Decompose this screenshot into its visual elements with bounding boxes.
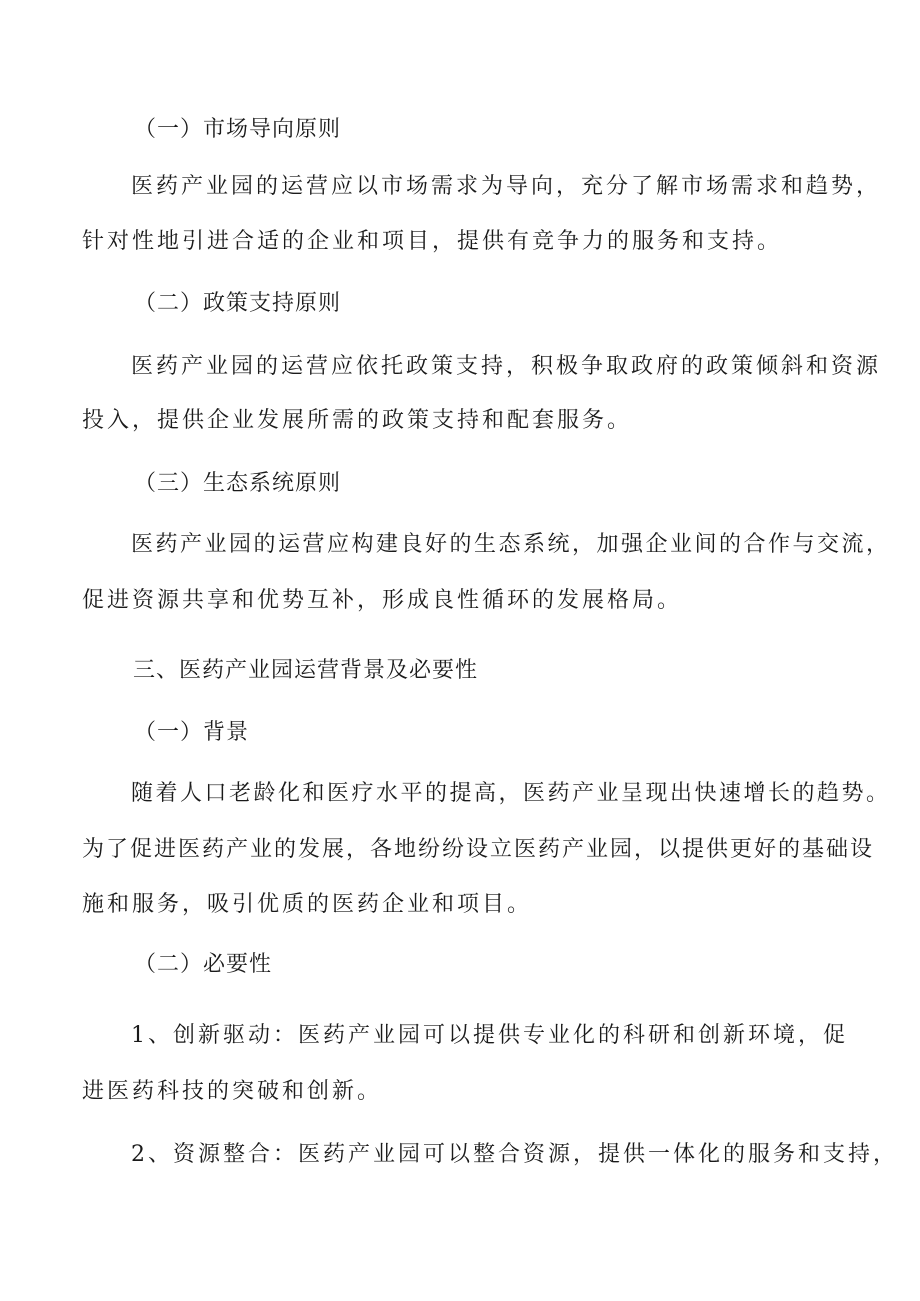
- list-item-line: 1、创新驱动：医药产业园可以提供专业化的科研和创新环境，促: [131, 1023, 848, 1048]
- heading-market-oriented: （一）市场导向原则: [134, 117, 342, 142]
- paragraph-line: 施和服务，吸引优质的医药企业和项目。: [82, 892, 533, 917]
- list-item-line: 进医药科技的突破和创新。: [82, 1079, 383, 1104]
- heading-necessity: （二）必要性: [134, 952, 273, 977]
- list-item-line: 2、资源整合：医药产业园可以整合资源，提供一体化的服务和支持，: [131, 1142, 898, 1167]
- paragraph-line: 促进资源共享和优势互补，形成良性循环的发展格局。: [82, 588, 683, 613]
- paragraph-line: 医药产业园的运营应依托政策支持，积极争取政府的政策倾斜和资源: [131, 354, 882, 379]
- paragraph-line: 医药产业园的运营应构建良好的生态系统，加强企业间的合作与交流，: [131, 532, 891, 557]
- section-title: 三、医药产业园运营背景及必要性: [133, 658, 479, 683]
- paragraph-line: 针对性地引进合适的企业和项目，提供有竞争力的服务和支持。: [82, 229, 783, 254]
- paragraph-line: 医药产业园的运营应以市场需求为导向，充分了解市场需求和趋势，: [131, 174, 882, 199]
- paragraph-line: 随着人口老龄化和医疗水平的提高，医药产业呈现出快速增长的趋势。: [131, 781, 891, 806]
- heading-background: （一）背景: [134, 720, 250, 745]
- paragraph-line: 投入，提供企业发展所需的政策支持和配套服务。: [82, 408, 633, 433]
- paragraph-line: 为了促进医药产业的发展，各地纷纷设立医药产业园，以提供更好的基础设: [82, 837, 875, 862]
- heading-policy-support: （二）政策支持原则: [134, 291, 342, 316]
- heading-ecosystem: （三）生态系统原则: [134, 471, 342, 496]
